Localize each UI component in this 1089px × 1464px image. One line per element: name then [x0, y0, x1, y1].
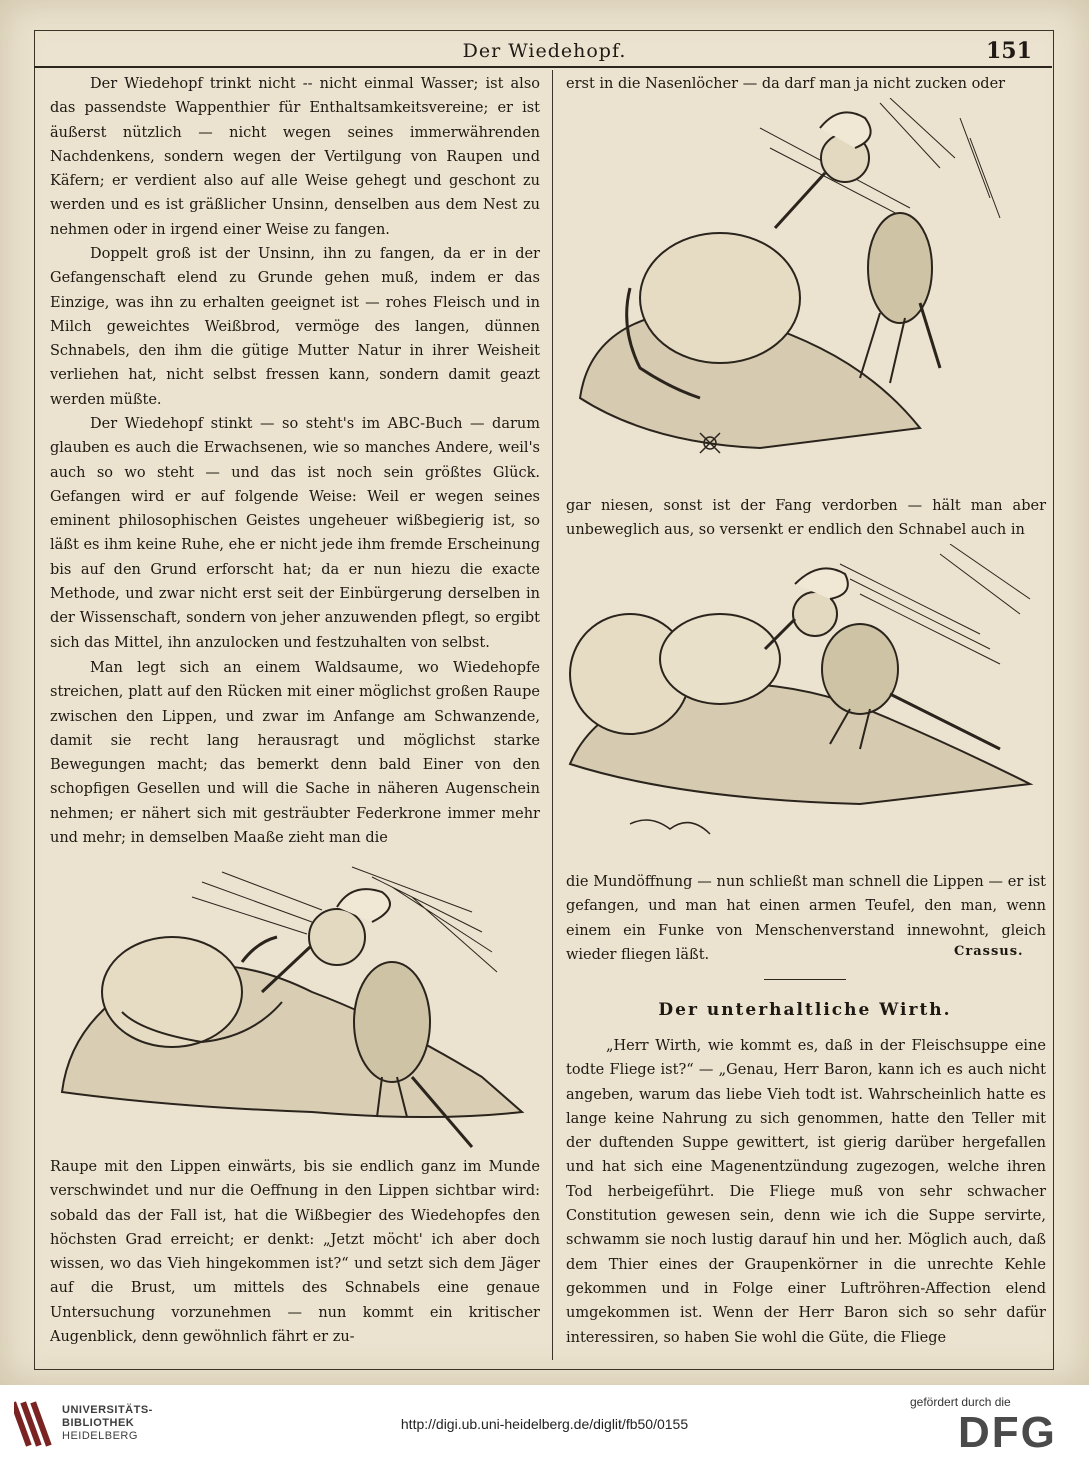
paragraph-3: Der Wiedehopf stinkt — so steht's im ABC-Buch — darum glauben es auch die Erwachsenen, wie so manches Andere, weil's auch so wo steht — und das ist noch sein größtes Glück. Gefangen wird er auf folgende Weise: Weil er wegen seines eminent philosophischen Geistes ungeheuer wißbegierig ist, so läßt es ihm keine Ruhe, ehe er nicht jede ihm fremde Erscheinung bis auf den Grund erforscht hat; da er nun hiezu die exacte Methode, und zwar nicht erst seit der Einbürgerung derselben in der Wissenschaft, sondern von jeher anzuwenden pflegt, so ergibt sich das Mittel, ihn anzulocken und festzuhalten von selbst. — [50, 416, 540, 651]
paragraph-4: Man legt sich an einem Waldsaume, wo Wiedehopfe streichen, platt auf den Rücken mit einer möglichst großen Raupe zwischen den Lippen, und zwar im Anfange am Schwanzende, damit sie recht lang herausragt und möglichst starke Bewegungen macht; das bemerkt denn bald Einer von den schopfigen Gesellen und will die Sache in näheren Augenschein nehmen; er nähert sich mit gesträubter Federkrone immer mehr und mehr; in demselben Maaße zieht man die — [50, 660, 540, 847]
paragraph-2: Doppelt groß ist der Unsinn, ihn zu fangen, da er in der Gefangenschaft elend zu Grunde gehen muß, indem er das Einzige, was ihn zu erhalten geeignet ist — rohes Fleisch und in Milch geweichtes Weißbrod, vermöge des langen, dünnen Schnabels, den ihm die gütige Mutter Natur in ihrer Weisheit verliehen hat, nicht selbst fressen kann, sondern damit geazt werden müßte. — [50, 246, 540, 408]
paragraph-1: Der Wiedehopf trinkt nicht -- nicht einmal Wasser; ist also das passendste Wappenthier für Enthaltsamkeitsvereine; er ist äußerst nützlich — nicht wegen seines immerwährenden Nachdenkens, sondern wegen der Vertilgung von Raupen und Käfern; er verdient also auf alle Weise gehegt und geschont zu werden und es ist gräßlicher Unsinn, denselben aus dem Nest zu nehmen oder in irgend einer Weise zu fangen. — [50, 76, 540, 238]
funded-by-label: gefördert durch die — [910, 1395, 1011, 1409]
column-rule — [552, 70, 553, 1360]
library-name-line-1: UNIVERSITÄTS- — [62, 1404, 153, 1416]
library-name-line-2: BIBLIOTHEK — [62, 1417, 135, 1429]
illustration-hoopoe-on-chest — [52, 862, 540, 1152]
page-number: 151 — [986, 38, 1032, 64]
right-text-middle: gar niesen, sonst ist der Fang verdorben — hält man aber unbeweglich aus, so versenkt er endlich den Schnabel auch in — [566, 498, 1046, 539]
illustration-hoopoe-mouth — [560, 544, 1046, 862]
section-title: Der unterhaltliche Wirth. — [658, 1000, 952, 1020]
header-rule — [34, 66, 1052, 68]
library-name-line-3: HEIDELBERG — [62, 1430, 138, 1442]
section-rule — [764, 979, 846, 980]
digitization-footer — [0, 1385, 1089, 1464]
author-signature: Crassus. — [954, 944, 1024, 959]
right-text-lower: die Mundöffnung — nun schließt man schnell die Lippen — er ist gefangen, und man hat einen armen Teufel, den man, wenn einem ein Funke von Menschenverstand innewohnt, gleich wieder fliegen läßt. — [566, 874, 1046, 963]
anecdote-text: „Herr Wirth, wie kommt es, daß in der Fleischsuppe eine todte Fliege ist?“ — „Genau, Herr Baron, kann ich es auch nicht angeben, warum das liebe Vieh todt ist. Wahrscheinlich hatte es lange keine Nahrung zu sich genommen, hatte den Teller mit der duftenden Suppe gewittert, ist gierig darüber hergefallen und hat sich eine Magenentzündung zugezogen, welche ihren Tod herbeigeführt. Die Fliege muß von sehr schwacher Constitution gewesen sein, denn wie ich die Suppe servirte, schwamm sie noch lustig darauf hin und her. Möglich auch, daß dem Thier eines der Graupenkörner in die unrechte Kehle gekommen und in Folge einer Luftröhren-Affection elend umgekommen ist. Wenn der Herr Baron sich so sehr dafür interessiren, so haben Sie wohl die Güte, die Fliege — [566, 1038, 1046, 1346]
right-text-top: erst in die Nasenlöcher — da darf man ja nicht zucken oder — [566, 76, 1006, 92]
running-title: Der Wiedehopf. — [462, 40, 627, 62]
dfg-logo: DFG — [958, 1408, 1057, 1457]
illustration-hoopoe-nose — [560, 98, 1046, 482]
source-url-link[interactable]: http://digi.ub.uni-heidelberg.de/diglit/fb50/0155 — [400, 1416, 689, 1432]
paragraph-5: Raupe mit den Lippen einwärts, bis sie endlich ganz im Munde verschwindet und nur die Oeffnung in den Lippen sichtbar wird: sobald das der Fall ist, hat die Wißbegier des Wiedehopfes den höchsten Grad erreicht; er denkt: „Jetzt möcht' ich aber doch wissen, wo das Vieh hingekommen ist?“ und setzt sich dem Jäger auf die Brust, um mittels des Schnabels eine genaue Untersuchung vorzunehmen — nun kommt ein kritischer Augenblick, denn gewöhnlich fährt er zu- — [50, 1159, 540, 1346]
